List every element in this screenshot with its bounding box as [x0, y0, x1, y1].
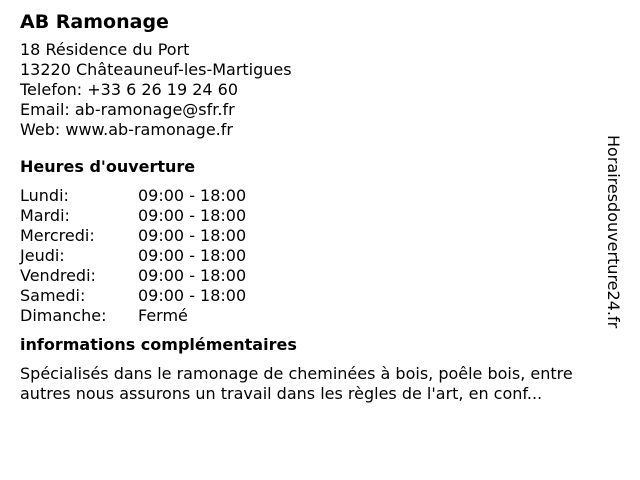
hours-day: Lundi: [20, 186, 69, 205]
hours-day: Jeudi: [20, 246, 65, 265]
hours-time: 09:00 - 18:00 [138, 246, 247, 265]
business-name: AB Ramonage [20, 11, 169, 33]
hours-row-mardi [20, 206, 610, 226]
hours-row-mercredi [20, 226, 610, 246]
hours-row-dimanche [20, 306, 610, 326]
street-address: 18 Résidence du Port [20, 40, 190, 59]
hours-row-lundi [20, 186, 610, 206]
hours-row-samedi [20, 286, 610, 306]
email-line: Email: ab-ramonage@sfr.fr [20, 100, 235, 119]
hours-row-vendredi [20, 266, 610, 286]
hours-day: Vendredi: [20, 266, 96, 285]
postal-city: 13220 Châteauneuf-les-Martigues [20, 60, 292, 79]
hours-day: Mercredi: [20, 226, 95, 245]
opening-hours-table [20, 186, 610, 326]
hours-time: 09:00 - 18:00 [138, 226, 247, 245]
business-card [20, 8, 610, 404]
additional-info-heading: informations complémentaires [20, 335, 297, 354]
hours-day: Dimanche: [20, 306, 107, 325]
hours-day: Mardi: [20, 206, 70, 225]
address-block [20, 40, 610, 140]
hours-time: 09:00 - 18:00 [138, 186, 247, 205]
phone-line: Telefon: +33 6 26 19 24 60 [20, 80, 239, 99]
hours-day: Samedi: [20, 286, 86, 305]
hours-row-jeudi [20, 246, 610, 266]
side-brand-watermark: Horairesdouverture24.fr [604, 135, 623, 329]
website-line: Web: www.ab-ramonage.fr [20, 120, 233, 139]
additional-info-text: Spécialisés dans le ramonage de cheminées à bois, poêle bois, entre autres nous assurons un travail dans les règles de l'art, en conf... [20, 364, 573, 403]
hours-time: 09:00 - 18:00 [138, 206, 247, 225]
hours-time: 09:00 - 18:00 [138, 266, 247, 285]
hours-time: Fermé [138, 306, 188, 325]
hours-time: 09:00 - 18:00 [138, 286, 247, 305]
opening-hours-heading: Heures d'ouverture [20, 157, 196, 176]
